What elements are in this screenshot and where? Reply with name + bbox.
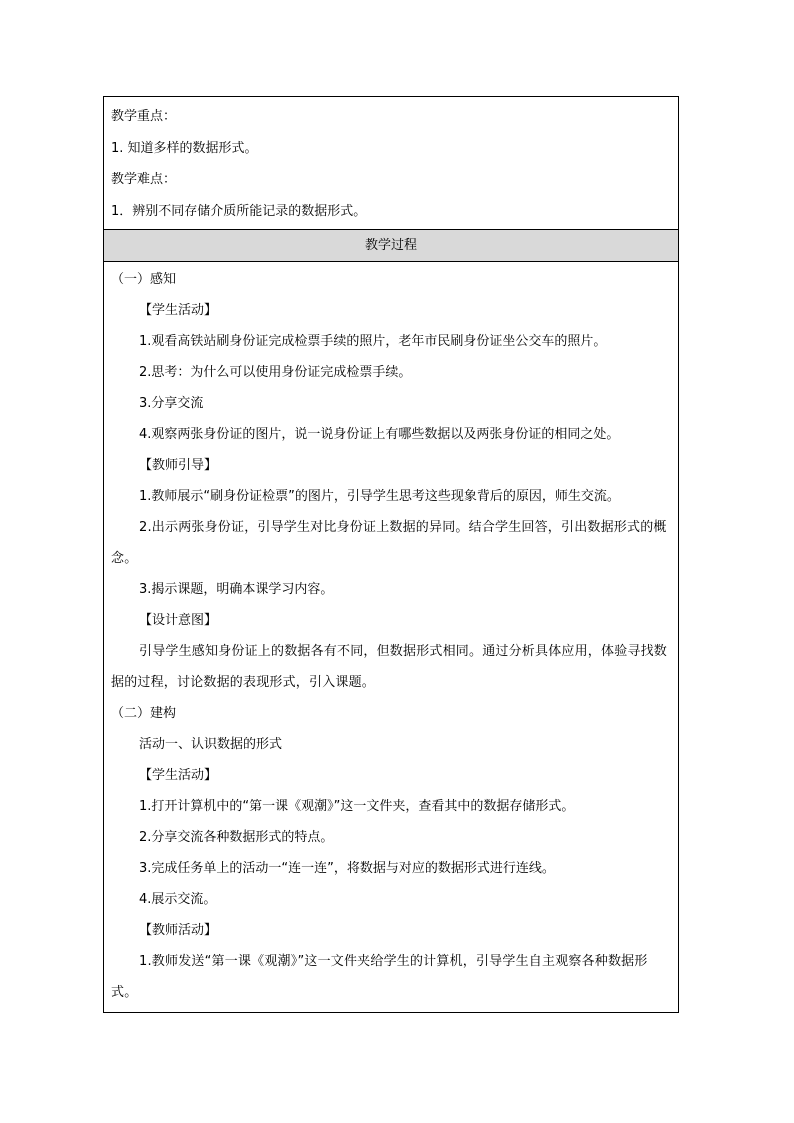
process-header: 教学过程 xyxy=(104,229,678,262)
focus-item: 1. 知道多样的数据形式。 xyxy=(111,140,258,156)
construction-student-label: 【学生活动】 xyxy=(139,768,218,783)
construction-teacher-item: 1.教师发送“第一课《观潮》”这一文件夹给学生的计算机，引导学生自主观察各种数据形式。 xyxy=(111,954,648,1000)
difficulty-label: 教学难点： xyxy=(111,172,177,187)
construction-title: （二）建构 xyxy=(111,706,177,721)
perception-title: （一）感知 xyxy=(111,272,177,287)
perception-student-label: 【学生活动】 xyxy=(139,303,218,318)
perception-teacher-item: 1.教师展示“刷身份证检票”的图片，引导学生思考这些现象背后的原因，师生交流。 xyxy=(139,489,620,504)
construction-student-item: 4.展示交流。 xyxy=(139,892,217,907)
perception-teacher-item: 2.出示两张身份证，引导学生对比身份证上数据的异同。结合学生回答，引出数据形式的概念。 xyxy=(111,520,667,566)
perception-design-label: 【设计意图】 xyxy=(139,613,218,628)
perception-student-item: 3.分享交流 xyxy=(139,396,204,411)
construction-student-item: 1.打开计算机中的“第一课《观潮》”这一文件夹，查看其中的数据存储形式。 xyxy=(139,799,575,814)
perception-design-text: 引导学生感知身份证上的数据各有不同，但数据形式相同。通过分析具体应用，体验寻找数据的过程，讨论数据的表现形式，引入课题。 xyxy=(111,644,668,690)
difficulty-item: 1．辨别不同存储介质所能记录的数据形式。 xyxy=(111,203,367,219)
perception-student-item: 1.观看高铁站刷身份证完成检票手续的照片，老年市民刷身份证坐公交车的照片。 xyxy=(139,334,607,349)
perception-student-item: 2.思考：为什么可以使用身份证完成检票手续。 xyxy=(139,365,412,380)
perception-teacher-label: 【教师引导】 xyxy=(139,458,218,473)
perception-teacher-item: 3.揭示课题，明确本课学习内容。 xyxy=(139,582,334,597)
perception-student-item: 4.观察两张身份证的图片，说一说身份证上有哪些数据以及两张身份证的相同之处。 xyxy=(139,427,620,442)
process-section xyxy=(104,262,678,1012)
construction-activity-title: 活动一、认识数据的形式 xyxy=(139,737,283,752)
construction-teacher-label: 【教师活动】 xyxy=(139,923,218,938)
lesson-plan-table xyxy=(103,96,679,1013)
construction-student-item: 3.完成任务单上的活动一“连一连”，将数据与对应的数据形式进行连线。 xyxy=(139,861,555,876)
key-points-section xyxy=(104,97,678,229)
construction-student-item: 2.分享交流各种数据形式的特点。 xyxy=(139,830,334,845)
focus-label: 教学重点： xyxy=(111,109,177,124)
